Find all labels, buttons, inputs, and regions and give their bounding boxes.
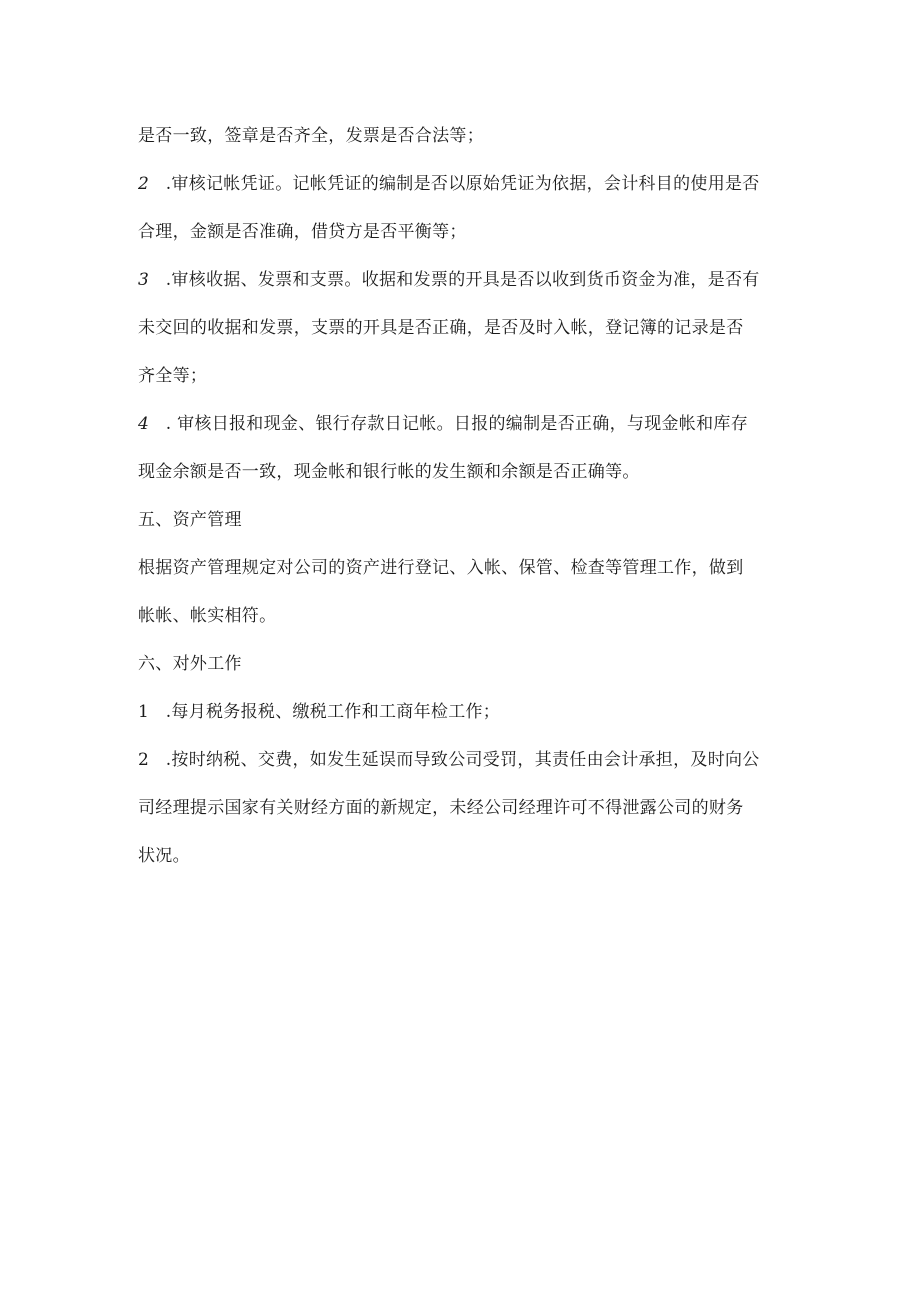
line-text: 帐帐、帐实相符。 xyxy=(138,606,277,626)
paragraph-line xyxy=(138,352,798,400)
heading-text: 六、对外工作 xyxy=(138,654,242,674)
section-heading xyxy=(138,496,798,544)
list-item-line xyxy=(138,688,798,736)
paragraph-line xyxy=(138,832,798,880)
line-text: .每月税务报税、缴税工作和工商年检工作； xyxy=(160,702,501,722)
paragraph-line xyxy=(138,448,798,496)
line-text: .审核记帐凭证。记帐凭证的编制是否以原始凭证为依据，会计科目的使用是否 xyxy=(160,174,760,194)
line-text: 齐全等； xyxy=(138,366,208,386)
list-item-line xyxy=(138,160,798,208)
line-text: 未交回的收据和发票，支票的开具是否正确，是否及时入帐，登记簿的记录是否 xyxy=(138,318,744,338)
line-text: .审核收据、发票和支票。收据和发票的开具是否以收到货币资金为准，是否有 xyxy=(160,270,760,290)
item-number: 2 xyxy=(138,750,150,770)
line-text: . 审核日报和现金、银行存款日记帐。日报的编制是否正确，与现金帐和库存 xyxy=(160,414,749,434)
document-body xyxy=(138,112,798,880)
paragraph-line xyxy=(138,112,798,160)
item-number: 3 xyxy=(138,270,150,290)
line-text: 合理，金额是否准确，借贷方是否平衡等； xyxy=(138,222,467,242)
line-text: 是否一致，签章是否齐全，发票是否合法等； xyxy=(138,126,484,146)
line-text: .按时纳税、交费，如发生延误而导致公司受罚，其责任由会计承担，及时向公 xyxy=(160,750,760,770)
section-heading xyxy=(138,640,798,688)
list-item-line xyxy=(138,736,798,784)
item-number: 1 xyxy=(138,702,150,722)
paragraph-line xyxy=(138,544,798,592)
list-item-line xyxy=(138,256,798,304)
list-item-line xyxy=(138,400,798,448)
line-text: 状况。 xyxy=(138,846,190,866)
paragraph-line xyxy=(138,784,798,832)
paragraph-line xyxy=(138,208,798,256)
item-number: 4 xyxy=(138,414,150,434)
line-text: 根据资产管理规定对公司的资产进行登记、入帐、保管、检查等管理工作，做到 xyxy=(138,558,744,578)
heading-text: 五、资产管理 xyxy=(138,510,242,530)
line-text: 司经理提示国家有关财经方面的新规定，未经公司经理许可不得泄露公司的财务 xyxy=(138,798,744,818)
paragraph-line xyxy=(138,592,798,640)
line-text: 现金余额是否一致，现金帐和银行帐的发生额和余额是否正确等。 xyxy=(138,462,640,482)
item-number: 2 xyxy=(138,174,150,194)
paragraph-line xyxy=(138,304,798,352)
